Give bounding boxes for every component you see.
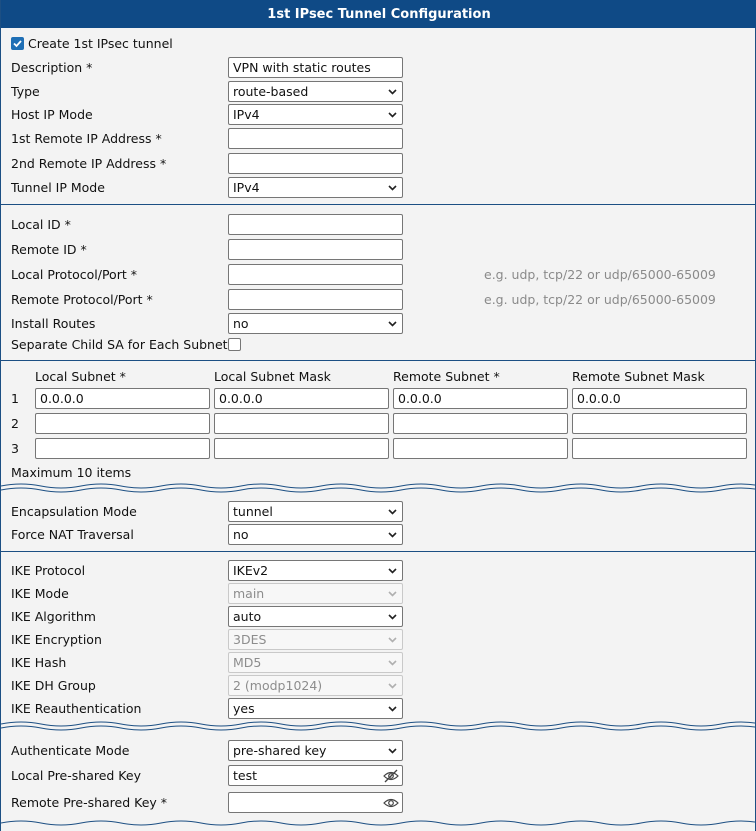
separate-child-sa-checkbox[interactable] <box>228 338 241 351</box>
ike-protocol-select[interactable]: IKEv2 <box>228 560 403 581</box>
ike-hash-label: IKE Hash <box>11 655 67 670</box>
section-break-divider <box>1 719 756 733</box>
remote-subnet-mask-header: Remote Subnet Mask <box>572 369 705 384</box>
ike-mode-label: IKE Mode <box>11 586 69 601</box>
section-break-divider <box>1 817 756 831</box>
remote-psk-label: Remote Pre-shared Key * <box>11 795 168 810</box>
description-label: Description * <box>11 60 93 75</box>
chevron-down-icon <box>387 745 398 756</box>
remote-ip-1-input[interactable] <box>228 128 403 149</box>
local-protocol-input[interactable] <box>228 264 403 285</box>
chevron-down-icon <box>387 588 398 599</box>
subnets-max-note: Maximum 10 items <box>11 465 132 480</box>
local-subnet-mask-input[interactable]: 0.0.0.0 <box>214 388 389 409</box>
ike-algorithm-label: IKE Algorithm <box>11 609 96 624</box>
local-subnet-mask-header: Local Subnet Mask <box>214 369 331 384</box>
authenticate-mode-label: Authenticate Mode <box>11 743 130 758</box>
section-divider <box>1 204 756 205</box>
chevron-down-icon <box>387 529 398 540</box>
chevron-down-icon <box>387 318 398 329</box>
page-title: 1st IPsec Tunnel Configuration <box>1 0 756 28</box>
eye-icon[interactable] <box>383 796 399 810</box>
remote-psk-input[interactable] <box>228 792 403 813</box>
install-routes-label: Install Routes <box>11 316 96 331</box>
chevron-down-icon <box>387 506 398 517</box>
local-protocol-hint: e.g. udp, tcp/22 or udp/65000-65009 <box>484 267 716 282</box>
remote-ip-2-label: 2nd Remote IP Address * <box>11 156 167 171</box>
separate-child-sa-label: Separate Child SA for Each Subnet <box>11 337 228 352</box>
encapsulation-mode-label: Encapsulation Mode <box>11 504 137 519</box>
force-nat-label: Force NAT Traversal <box>11 527 134 542</box>
host-ip-mode-label: Host IP Mode <box>11 107 93 122</box>
create-tunnel-row[interactable] <box>11 32 173 54</box>
create-tunnel-checkbox[interactable] <box>11 37 24 50</box>
eye-slash-icon[interactable] <box>383 769 399 783</box>
host-ip-mode-select[interactable]: IPv4 <box>228 104 403 125</box>
remote-subnet-input[interactable] <box>393 413 568 434</box>
chevron-down-icon <box>387 634 398 645</box>
ike-hash-select: MD5 <box>228 652 403 673</box>
create-tunnel-label: Create 1st IPsec tunnel <box>28 35 173 51</box>
section-break-divider <box>1 481 756 495</box>
ike-protocol-label: IKE Protocol <box>11 563 86 578</box>
remote-subnet-input[interactable] <box>393 438 568 459</box>
ike-algorithm-select[interactable]: auto <box>228 606 403 627</box>
ike-encryption-label: IKE Encryption <box>11 632 102 647</box>
subnet-row-number: 3 <box>11 441 19 456</box>
ike-dh-group-label: IKE DH Group <box>11 678 96 693</box>
local-subnet-input[interactable] <box>35 413 210 434</box>
local-psk-label: Local Pre-shared Key <box>11 768 141 783</box>
subnet-row-number: 1 <box>11 391 19 406</box>
local-subnet-input[interactable] <box>35 438 210 459</box>
local-subnet-input[interactable]: 0.0.0.0 <box>35 388 210 409</box>
remote-id-label: Remote ID * <box>11 242 87 257</box>
description-input[interactable]: VPN with static routes <box>228 57 403 78</box>
remote-protocol-input[interactable] <box>228 289 403 310</box>
ike-reauth-label: IKE Reauthentication <box>11 701 142 716</box>
type-label: Type <box>11 84 40 99</box>
chevron-down-icon <box>387 565 398 576</box>
chevron-down-icon <box>387 611 398 622</box>
remote-protocol-hint: e.g. udp, tcp/22 or udp/65000-65009 <box>484 292 716 307</box>
type-select[interactable]: route-based <box>228 81 403 102</box>
remote-ip-1-label: 1st Remote IP Address * <box>11 131 162 146</box>
local-id-label: Local ID * <box>11 217 71 232</box>
section-divider <box>1 360 756 361</box>
local-subnet-mask-input[interactable] <box>214 438 389 459</box>
chevron-down-icon <box>387 657 398 668</box>
remote-ip-2-input[interactable] <box>228 153 403 174</box>
remote-subnet-mask-input[interactable] <box>572 413 747 434</box>
chevron-down-icon <box>387 703 398 714</box>
chevron-down-icon <box>387 86 398 97</box>
install-routes-select[interactable]: no <box>228 313 403 334</box>
authenticate-mode-select[interactable]: pre-shared key <box>228 740 403 761</box>
ike-dh-group-select: 2 (modp1024) <box>228 675 403 696</box>
remote-protocol-label: Remote Protocol/Port * <box>11 292 153 307</box>
remote-subnet-mask-input[interactable] <box>572 438 747 459</box>
remote-subnet-header: Remote Subnet * <box>393 369 500 384</box>
remote-subnet-input[interactable]: 0.0.0.0 <box>393 388 568 409</box>
tunnel-ip-mode-select[interactable]: IPv4 <box>228 177 403 198</box>
force-nat-select[interactable]: no <box>228 524 403 545</box>
ike-encryption-select: 3DES <box>228 629 403 650</box>
ike-reauth-select[interactable]: yes <box>228 698 403 719</box>
ike-mode-select: main <box>228 583 403 604</box>
remote-subnet-mask-input[interactable]: 0.0.0.0 <box>572 388 747 409</box>
encapsulation-mode-select[interactable]: tunnel <box>228 501 403 522</box>
local-id-input[interactable] <box>228 214 403 235</box>
local-psk-input[interactable]: test <box>228 765 403 786</box>
check-icon <box>12 38 23 49</box>
chevron-down-icon <box>387 680 398 691</box>
chevron-down-icon <box>387 182 398 193</box>
tunnel-ip-mode-label: Tunnel IP Mode <box>11 180 105 195</box>
local-protocol-label: Local Protocol/Port * <box>11 267 137 282</box>
local-subnet-mask-input[interactable] <box>214 413 389 434</box>
remote-id-input[interactable] <box>228 239 403 260</box>
subnet-row-number: 2 <box>11 416 19 431</box>
chevron-down-icon <box>387 109 398 120</box>
section-divider <box>1 551 756 552</box>
local-subnet-header: Local Subnet * <box>35 369 126 384</box>
